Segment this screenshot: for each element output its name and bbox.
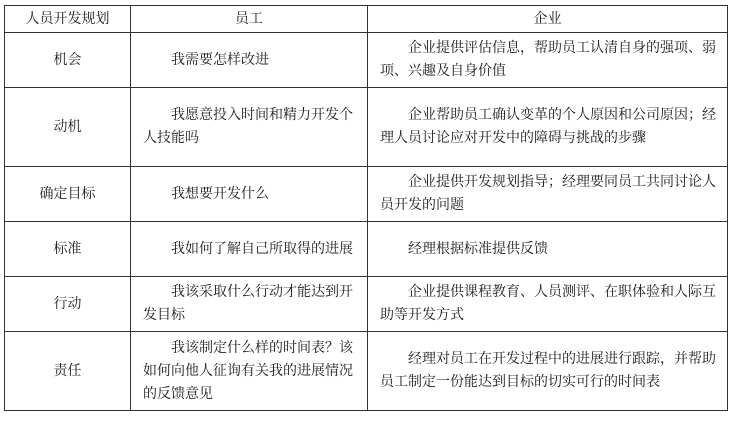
- plan-cell: 标准: [5, 222, 131, 277]
- header-plan: 人员开发规划: [5, 6, 131, 33]
- table-row: [5, 167, 728, 222]
- employee-cell: 我需要怎样改进: [131, 33, 368, 88]
- employee-cell: 我该制定什么样的时间表？该如何向他人征询有关我的进展情况的反馈意见: [131, 332, 368, 411]
- enterprise-cell: 企业提供课程教育、人员测评、在职体验和人际互助等开发方式: [368, 277, 728, 332]
- employee-cell: 我愿意投入时间和精力开发个人技能吗: [131, 88, 368, 167]
- plan-cell: 责任: [5, 332, 131, 411]
- enterprise-cell: 企业提供评估信息，帮助员工认清自身的强项、弱项、兴趣及自身价值: [368, 33, 728, 88]
- table-row: [5, 277, 728, 332]
- employee-cell: 我该采取什么行动才能达到开发目标: [131, 277, 368, 332]
- employee-cell: 我如何了解自己所取得的进展: [131, 222, 368, 277]
- table-row: [5, 222, 728, 277]
- plan-cell: 确定目标: [5, 167, 131, 222]
- enterprise-cell: 经理对员工在开发过程中的进展进行跟踪，并帮助员工制定一份能达到目标的切实可行的时间表: [368, 332, 728, 411]
- plan-cell: 机会: [5, 33, 131, 88]
- document-page: [4, 5, 728, 411]
- table-row: [5, 33, 728, 88]
- header-employee: 员工: [131, 6, 368, 33]
- plan-cell: 行动: [5, 277, 131, 332]
- header-enterprise: 企业: [368, 6, 728, 33]
- table-row: [5, 88, 728, 167]
- development-plan-table: [4, 5, 728, 411]
- plan-cell: 动机: [5, 88, 131, 167]
- table-header-row: [5, 6, 728, 33]
- enterprise-cell: 企业提供开发规划指导；经理要同员工共同讨论人员开发的问题: [368, 167, 728, 222]
- table-row: [5, 332, 728, 411]
- employee-cell: 我想要开发什么: [131, 167, 368, 222]
- enterprise-cell: 经理根据标准提供反馈: [368, 222, 728, 277]
- enterprise-cell: 企业帮助员工确认变革的个人原因和公司原因；经理人员讨论应对开发中的障碍与挑战的步骤: [368, 88, 728, 167]
